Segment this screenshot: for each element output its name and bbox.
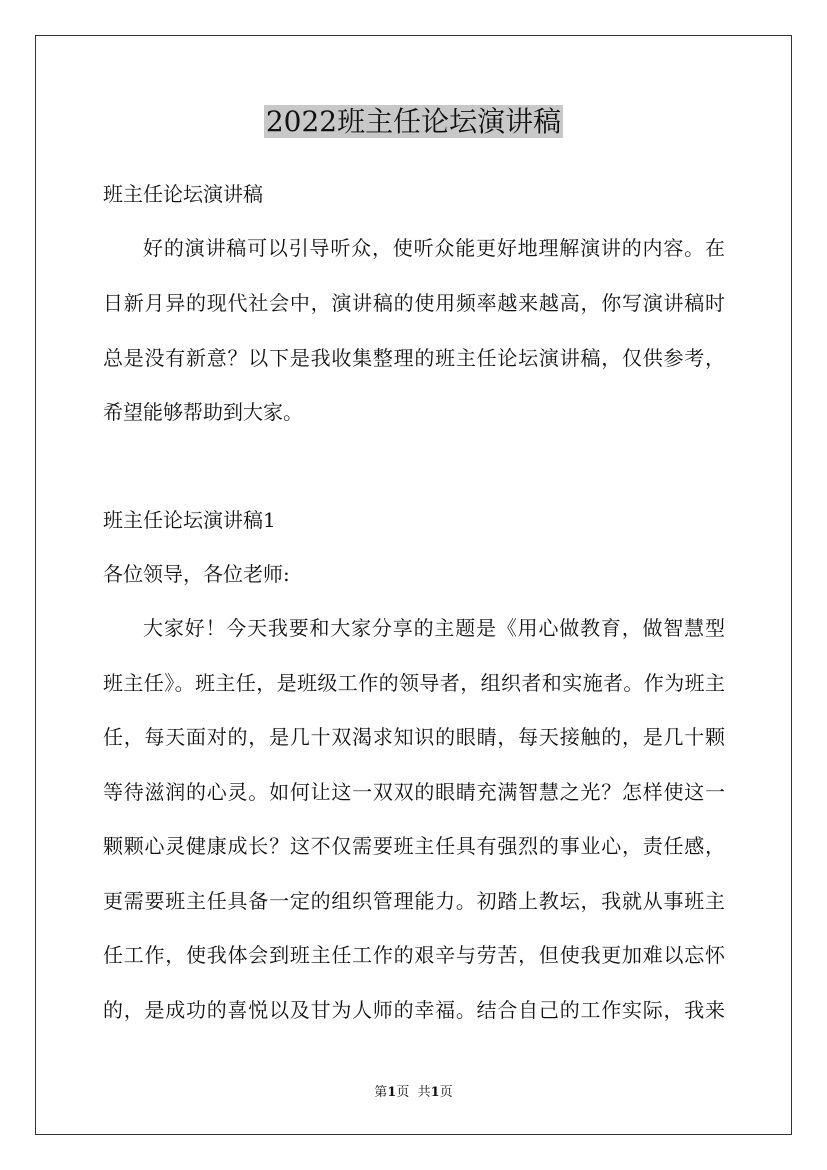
intro-line: 希望能够帮助到大家。: [103, 400, 303, 424]
page-footer: [0, 1084, 827, 1102]
body-line: 大家好！今天我要和大家分享的主题是《用心做教育，做智慧型: [143, 616, 725, 640]
document-title: [0, 100, 827, 144]
body-line: 任工作，使我体会到班主任工作的艰辛与劳苦，但使我更加难以忘怀: [103, 943, 725, 967]
page-label-prefix: 第: [374, 1085, 388, 1100]
total-prefix: 共: [417, 1085, 431, 1100]
body-line: 任，每天面对的，是几十双渴求知识的眼睛，每天接触的，是几十颗: [103, 725, 725, 749]
page-number: 1: [387, 1085, 397, 1100]
body-line: 等待滋润的心灵。如何让这一双双的眼睛充满智慧之光？怎样使这一: [103, 780, 725, 804]
intro-line: 好的演讲稿可以引导听众，使听众能更好地理解演讲的内容。在: [143, 236, 725, 260]
document-title-text: 2022班主任论坛演讲稿: [265, 105, 562, 138]
total-suffix: 页: [439, 1085, 453, 1100]
section-heading: 班主任论坛演讲稿1: [103, 508, 276, 532]
body-line: 颗颗心灵健康成长？这不仅需要班主任具有强烈的事业心，责任感，: [103, 834, 725, 858]
document-subtitle: 班主任论坛演讲稿: [103, 182, 263, 206]
salutation: 各位领导，各位老师:: [103, 562, 290, 586]
intro-line: 日新月异的现代社会中，演讲稿的使用频率越来越高，你写演讲稿时: [103, 291, 725, 315]
page-label-suffix: 页: [396, 1085, 410, 1100]
body-line: 的，是成功的喜悦以及甘为人师的幸福。结合自己的工作实际，我来: [103, 998, 725, 1022]
body-line: 班主任》。班主任，是班级工作的领导者，组织者和实施者。作为班主: [103, 671, 725, 695]
intro-line: 总是没有新意？以下是我收集整理的班主任论坛演讲稿，仅供参考，: [103, 346, 725, 370]
body-line: 更需要班主任具备一定的组织管理能力。初踏上教坛，我就从事班主: [103, 889, 725, 913]
total-pages: 1: [430, 1085, 440, 1100]
